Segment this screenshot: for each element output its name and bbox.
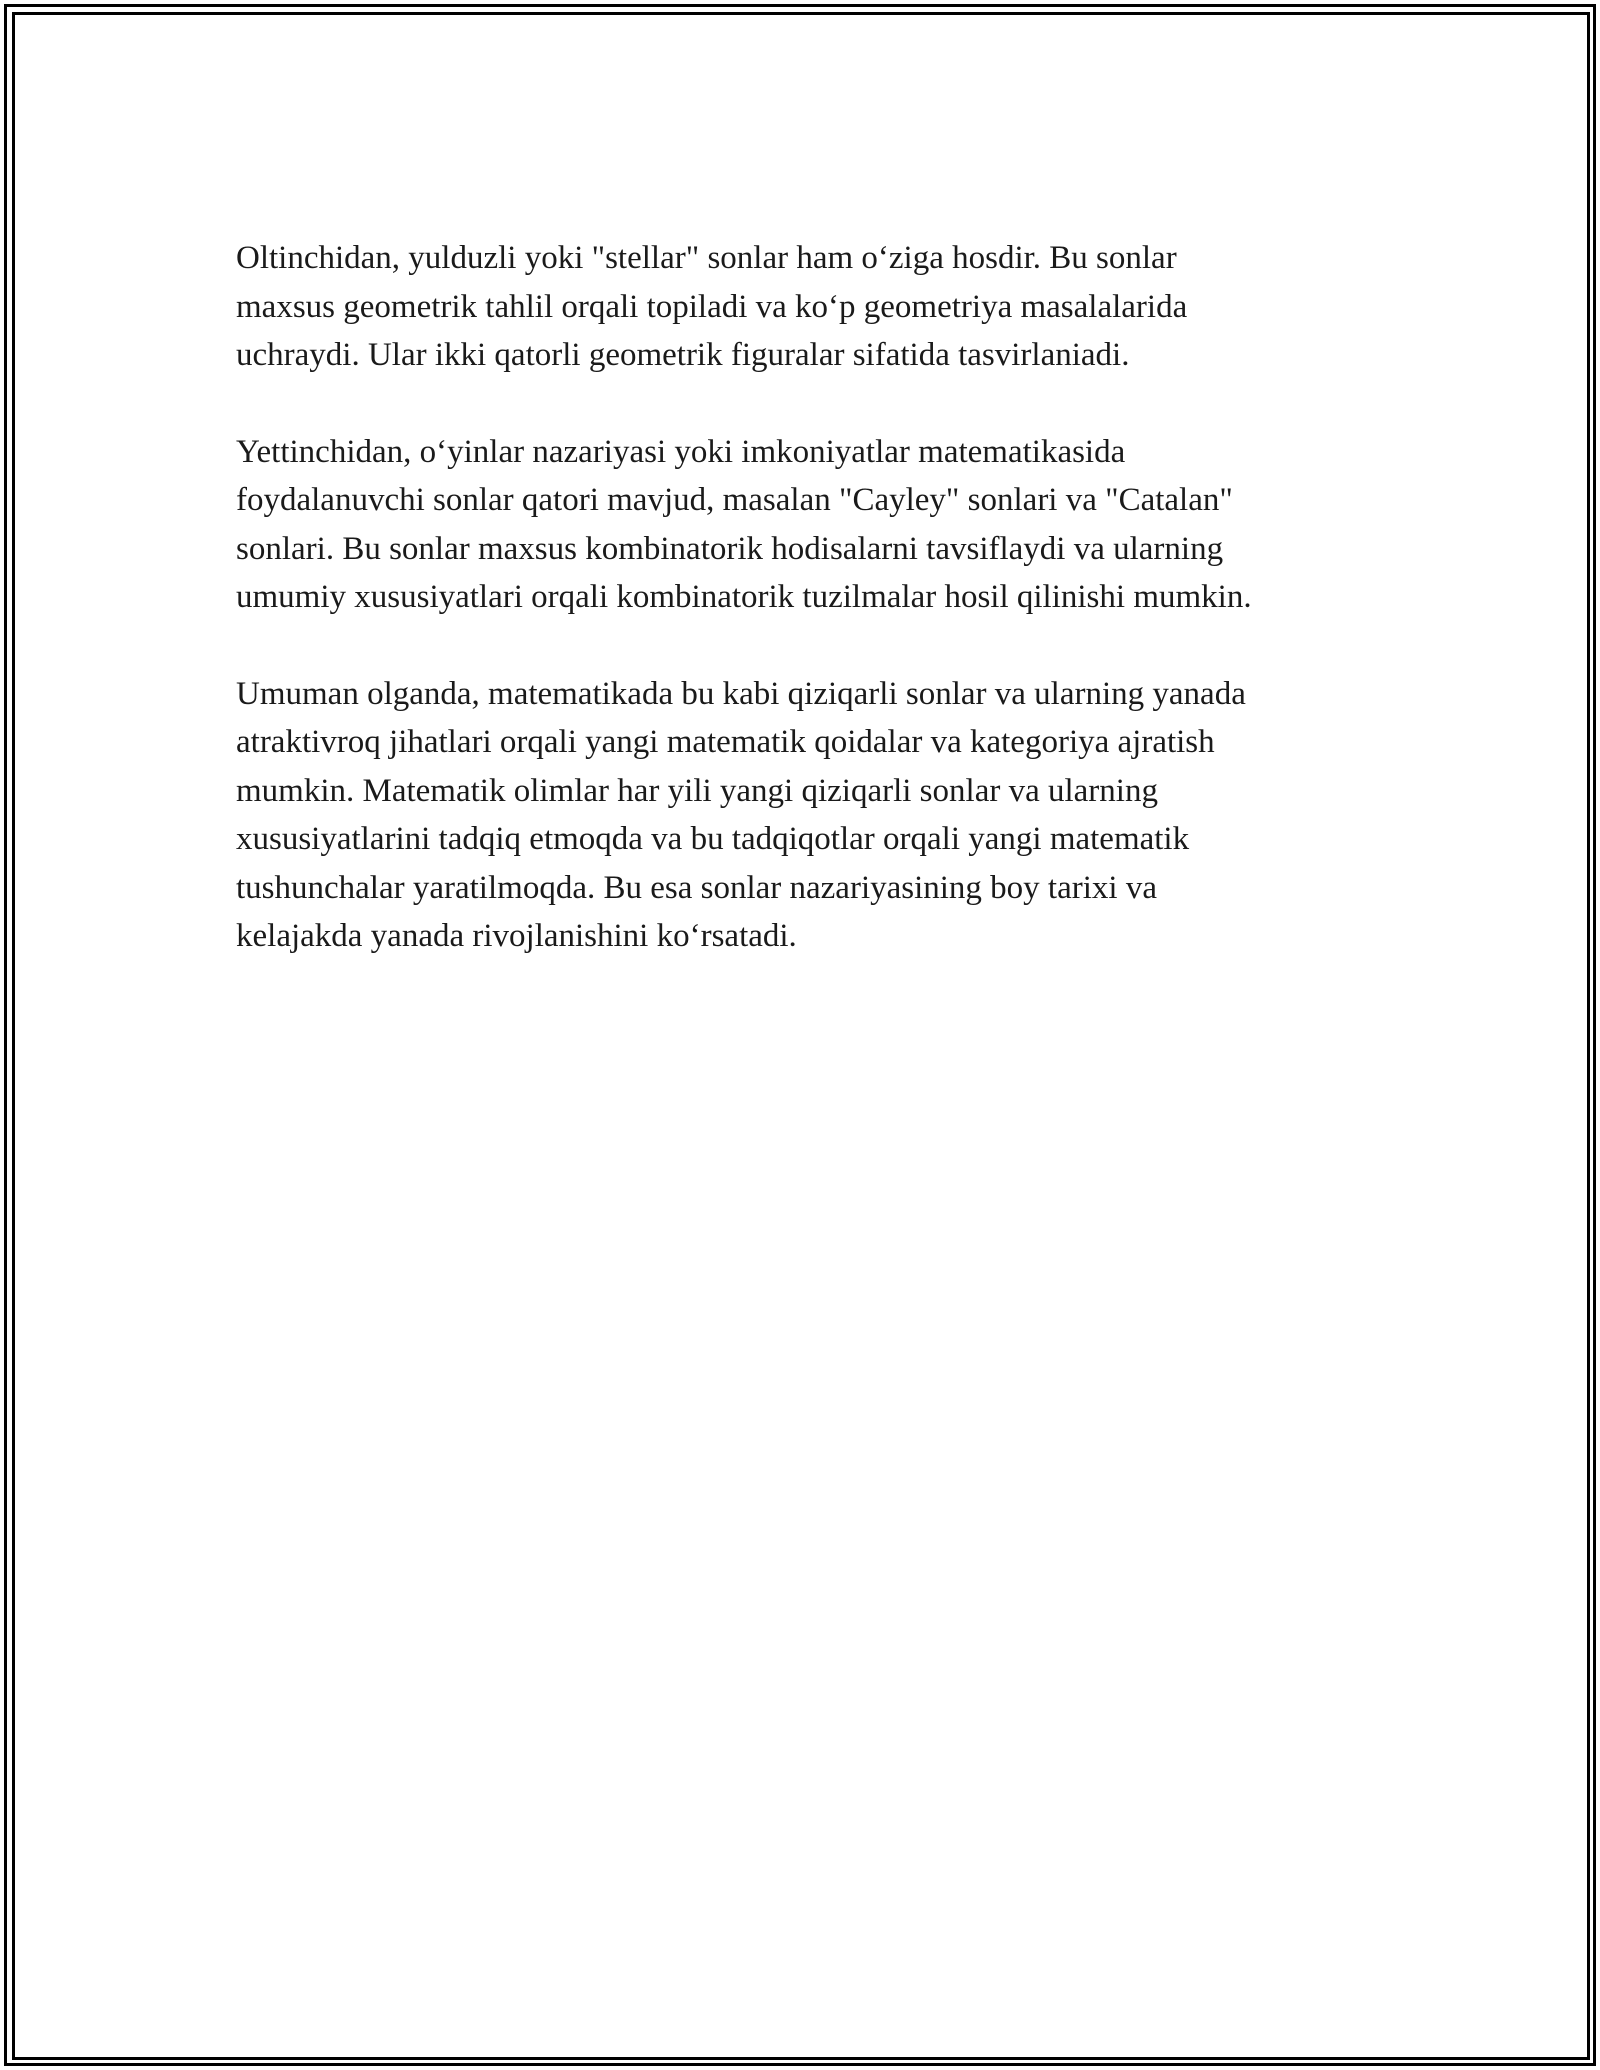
- paragraph-conclusion: Umuman olganda, matematikada bu kabi qiziqarli sonlar va ularning yanada atraktivroq jihatlari orqali yangi matematik qoidalar va kategoriya ajratish mumkin. Matematik olimlar har yili yangi qiziqarli sonlar va ularning xususiyatlarini tadqiq etmoqda va bu tadqiqotlar orqali yangi matematik tushunchalar yaratilmoqda. Bu esa sonlar nazariyasining boy tarixi va kelajakda yanada rivojlanishini ko‘rsatadi.: [236, 675, 1246, 954]
- paragraph-game-theory-numbers: Yettinchidan, o‘yinlar nazariyasi yoki imkoniyatlar matematikasida foydalanuvchi sonlar qatori mavjud, masalan "Cayley" sonlari va "Catalan" sonlari. Bu sonlar maxsus kombinatorik hodisalarni tavsiflaydi va ularning umumiy xususiyatlari orqali kombinatorik tuzilmalar hosil qilinishi mumkin.: [236, 433, 1252, 615]
- paragraph-stellar-numbers: Oltinchidan, yulduzli yoki "stellar" sonlar ham o‘ziga hosdir. Bu sonlar maxsus geometrik tahlil orqali topiladi va ko‘p geometriya masalalarida uchraydi. Ular ikki qatorli geometrik figuralar sifatida tasvirlaniadi.: [236, 240, 1188, 373]
- document-body: [236, 234, 1376, 1009]
